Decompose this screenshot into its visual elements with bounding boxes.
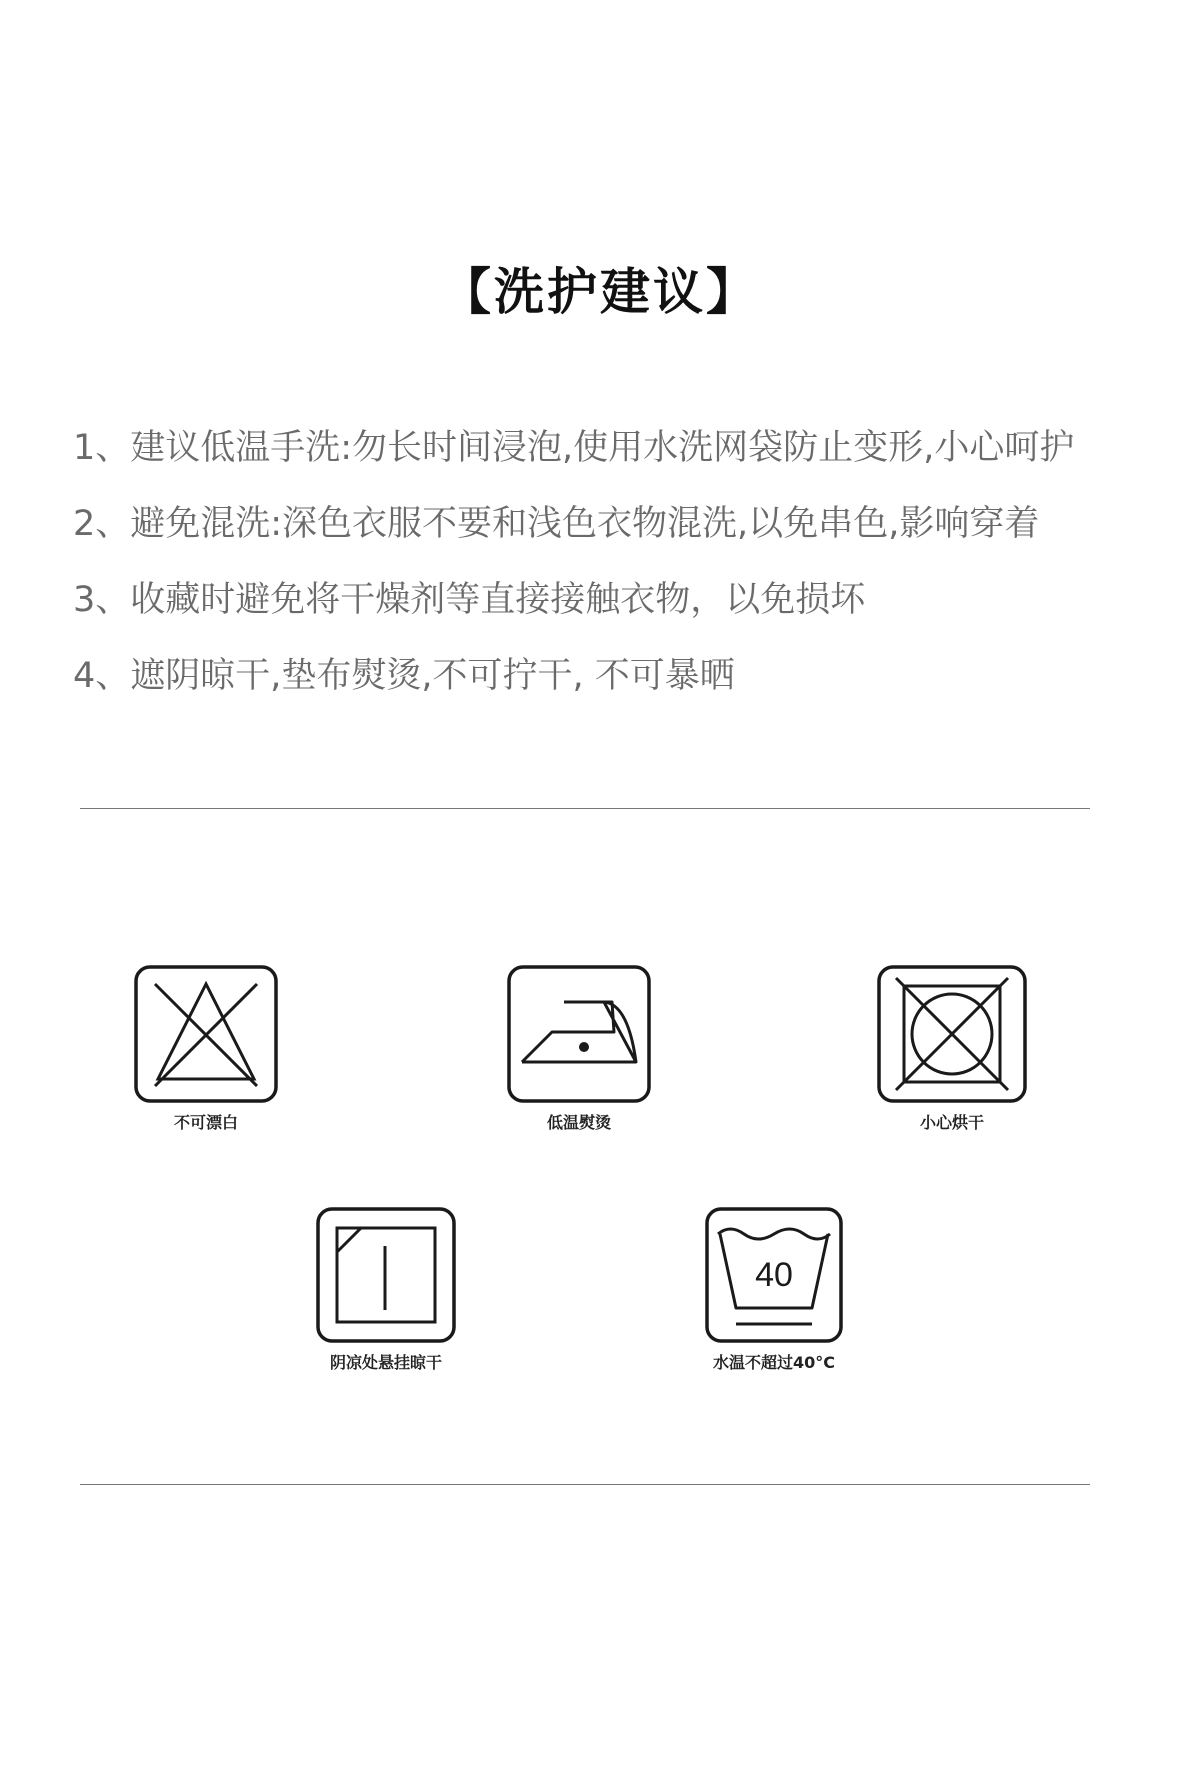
- low-temp-iron-icon: [506, 964, 652, 1104]
- no-bleach-icon: [133, 964, 279, 1104]
- care-symbol-low-temp-iron: [459, 964, 699, 1133]
- care-label: 不可漂白: [173, 1113, 238, 1132]
- page-title: 【洗护建议】: [441, 263, 759, 321]
- care-symbol-wash-40: [654, 1206, 894, 1373]
- care-tips-list: [73, 428, 1153, 732]
- divider-top: [80, 808, 1090, 809]
- care-label: 小心烘干: [919, 1113, 984, 1132]
- care-label: 阴凉处悬挂晾干: [329, 1353, 442, 1372]
- care-tip: 4、遮阴晾干,垫布熨烫,不可拧干, 不可暴晒: [73, 656, 735, 696]
- care-label: 水温不超过40°C: [712, 1353, 835, 1372]
- care-tip: 1、建议低温手洗:勿长时间浸泡,使用水洗网袋防止变形,小心呵护: [73, 428, 1075, 468]
- shade-line-dry-icon: [315, 1206, 457, 1344]
- care-tip: 3、收藏时避免将干燥剂等直接接触衣物，以免损坏: [73, 580, 866, 620]
- wash-temperature: 40: [755, 1256, 793, 1294]
- wash-40-icon: [704, 1206, 844, 1344]
- care-label: 低温熨烫: [546, 1113, 611, 1132]
- divider-bottom: [80, 1484, 1090, 1485]
- care-symbol-shade-dry: [266, 1206, 506, 1373]
- care-symbol-no-tumble-dry: [832, 964, 1072, 1133]
- no-tumble-dry-icon: [876, 964, 1028, 1104]
- care-symbol-no-bleach: [86, 964, 326, 1133]
- care-tip: 2、避免混洗:深色衣服不要和浅色衣物混洗,以免串色,影响穿着: [73, 504, 1040, 544]
